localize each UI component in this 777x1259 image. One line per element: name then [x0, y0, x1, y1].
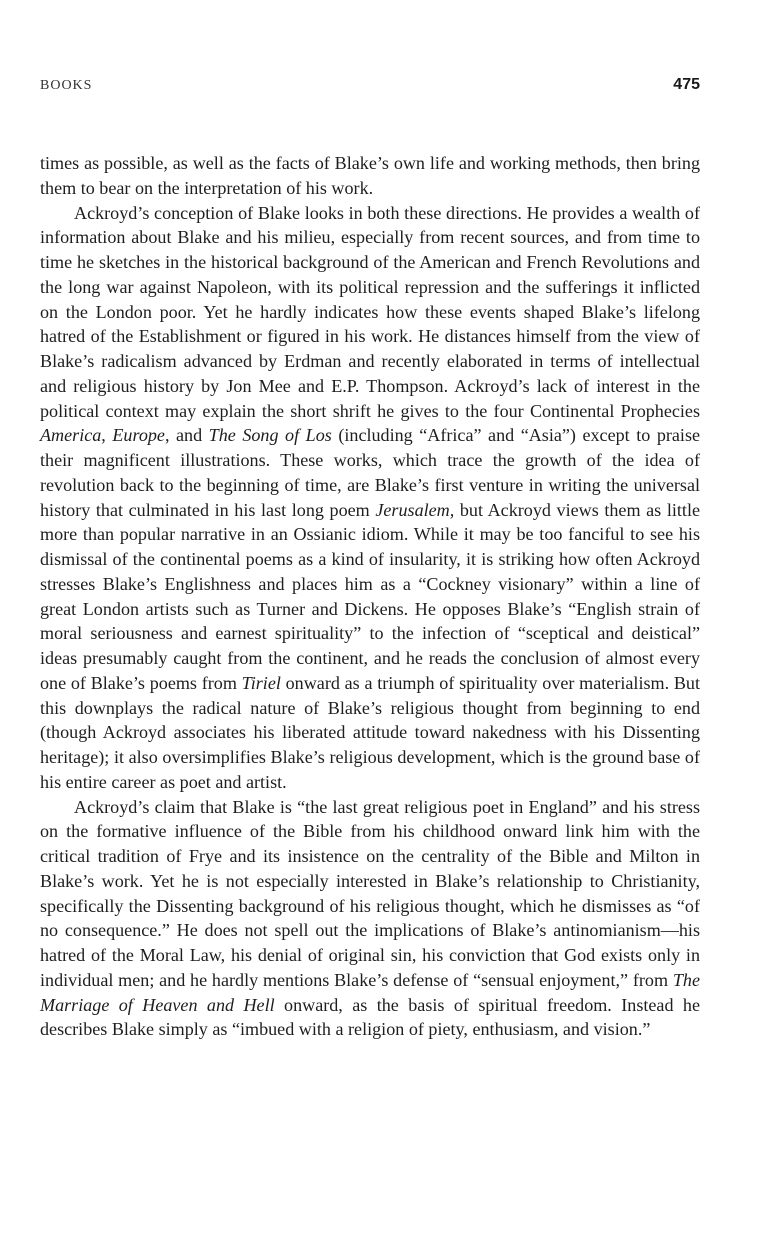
- text-run: ,: [101, 425, 113, 446]
- text-run: (including “Africa” and “Asia”) except to praise their magnificent illustrations. These works, which trace the growth of the idea of revolution back to the beginning of time, are Blake’s first venture in writing the universal history that culminated in his last long poem: [40, 425, 701, 520]
- paragraph: [40, 151, 700, 201]
- italic-title: Jerusalem,: [375, 499, 455, 520]
- running-head: [40, 70, 700, 106]
- italic-title: The Marriage of Heaven and Hell: [40, 969, 700, 1015]
- text-run: Ackroyd’s conception of Blake looks in both these directions. He provides a wealth of information about Blake and his milieu, especially from recent sources, and from time to time he sketches in the historical background of the American and French Revolutions and the long war against Napoleon, with its political repression and the sufferings it inflicted on the London poor. Yet he hardly indicates how these events shaped Blake’s lifelong hatred of the Establishment or figured in his work. He distances himself from the view of Blake’s radicalism advanced by Erdman and recently elaborated in terms of intellectual and religious history by Jon Mee and E.P. Thompson. Ackroyd’s lack of interest in the political context may explain the short shrift he gives to the four Continental Prophecies: [40, 202, 700, 421]
- book-page: [40, 70, 700, 1042]
- italic-title: Europe: [112, 425, 165, 446]
- text-run: onward, as the basis of spiritual freedom. Instead he describes Blake simply as “imbued with a religion of piety, enthusiasm, and vision.”: [40, 994, 700, 1040]
- text-run: times as possible, as well as the facts of Blake’s own life and working methods, then bring them to bear on the interpretation of his work.: [40, 153, 700, 198]
- text-run: Ackroyd’s claim that Blake is “the last great religious poet in England” and his stress on the formative influence of the Bible from his childhood onward link him with the critical tradition of Frye and its insistence on the centrality of the Bible and Milton in Blake’s work. Yet he is not especially interested in Blake’s relationship to Christianity, specifically the Dissenting background of his religious thought, which he dismisses as “of no consequence.” He does not spell out the implications of Blake’s antinomianism—his hatred of the Moral Law, his denial of original sin, his conviction that God exists only in individual men; and he hardly mentions Blake’s defense of “sensual enjoyment,” from: [40, 796, 700, 990]
- italic-title: Tiriel: [241, 672, 281, 693]
- text-run: , and: [164, 425, 209, 446]
- section-title: BOOKS: [40, 78, 93, 93]
- italic-title: America: [40, 425, 102, 446]
- paragraph: [40, 201, 700, 795]
- page-number: 475: [673, 76, 700, 93]
- body-text: [40, 151, 700, 1042]
- italic-title: The Song of Los: [208, 425, 332, 446]
- text-run: but Ackroyd views them as little more than popular narrative in an Ossianic idiom. While it may be too fanciful to see his dismissal of the continental poems as a kind of insularity, it is striking how often Ackroyd stresses Blake’s Englishness and places him as a “Cockney visionary” within a line of great London artists such as Turner and Dickens. He opposes Blake’s “English strain of moral seriousness and earnest spirituality” to the infection of “sceptical and deistical” ideas presumably caught from the continent, and he reads the conclusion of almost every one of Blake’s poems from: [40, 499, 701, 693]
- text-run: onward as a triumph of spirituality over materialism. But this downplays the radical nature of Blake’s religious thought from beginning to end (though Ackroyd associates his liberated attitude toward nakedness with his Dissenting heritage); it also oversimplifies Blake’s religious development, which is the ground base of his entire career as poet and artist.: [40, 672, 701, 792]
- paragraph: [40, 795, 700, 1043]
